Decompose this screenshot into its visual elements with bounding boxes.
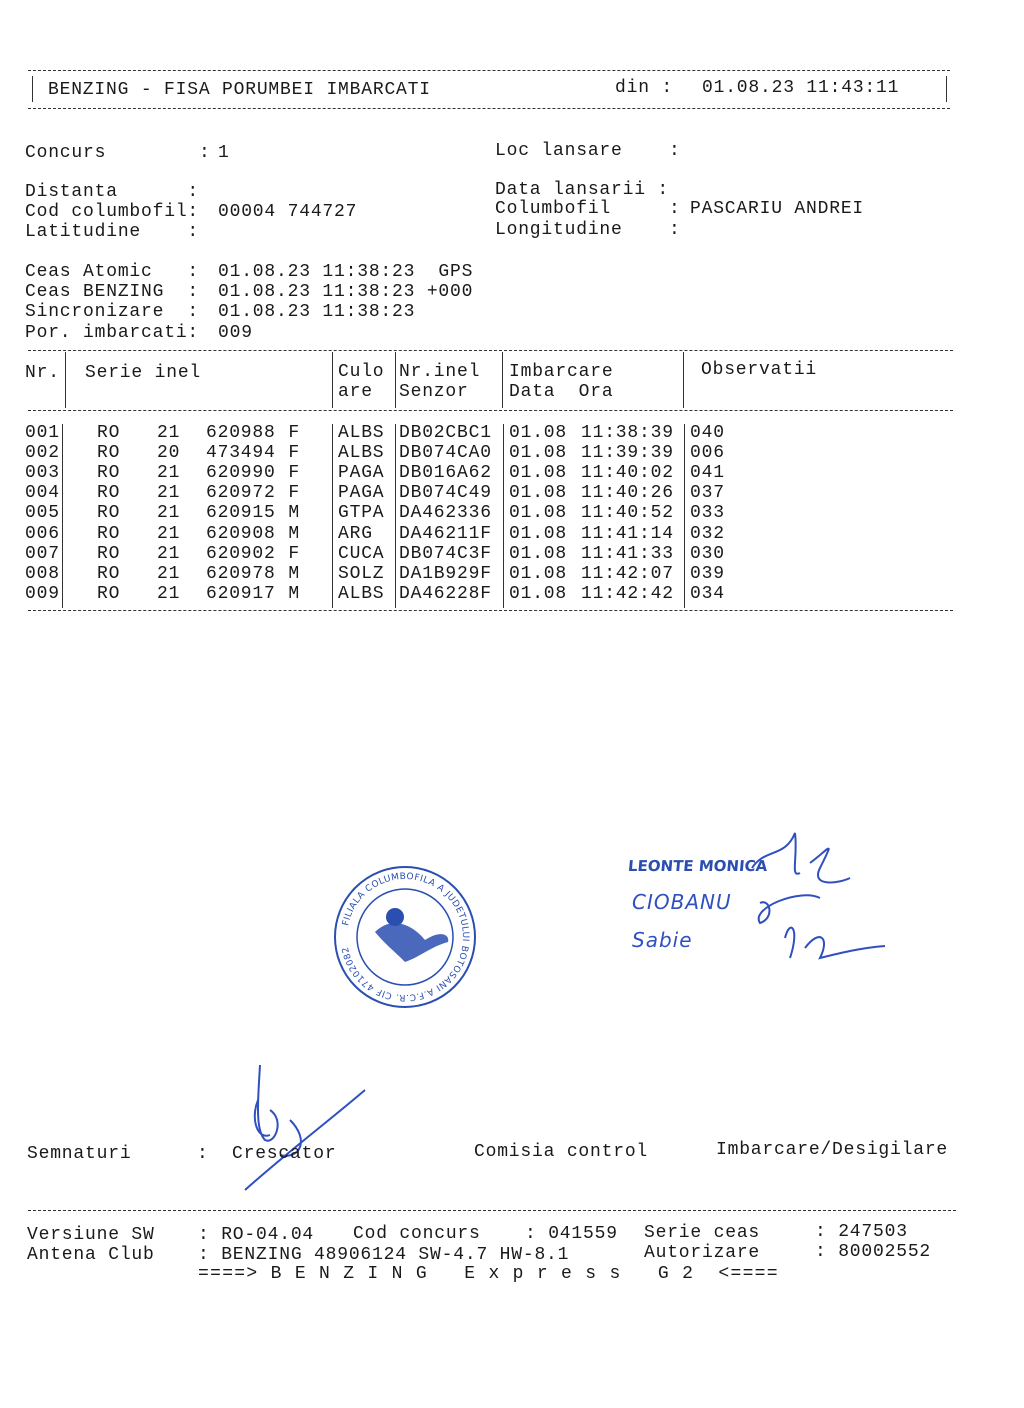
cell-color: ARG xyxy=(338,523,373,544)
cell-sex: M xyxy=(288,583,300,604)
cell-ring-number: 620978 xyxy=(206,563,276,584)
cod-value: 00004 744727 xyxy=(218,202,358,222)
signatures-colon: : xyxy=(197,1144,209,1164)
cell-ring-number: 620972 xyxy=(206,483,276,504)
columbofil-value: PASCARIU ANDREI xyxy=(690,199,865,219)
col-header-inel: Nr.inel xyxy=(399,362,481,382)
cell-date: 01.08 xyxy=(509,423,568,443)
cell-ring-number: 620902 xyxy=(206,543,276,564)
cell-nr: 006 xyxy=(25,523,60,544)
cell-sensor: DA46228F xyxy=(399,583,492,604)
cell-observatii: 040 xyxy=(690,423,725,443)
sincronizare-label: Sincronizare : xyxy=(25,302,200,322)
cell-sensor: DB074C3F xyxy=(399,543,492,564)
col-header-observatii: Observatii xyxy=(701,360,818,380)
cell-observatii: 041 xyxy=(690,463,725,484)
antena-value: : BENZING 48906124 SW-4.7 HW-8.1 xyxy=(198,1245,570,1265)
cell-country: RO xyxy=(97,543,121,564)
cell-color: ALBS xyxy=(338,423,385,443)
cell-country: RO xyxy=(97,523,121,544)
cell-nr: 009 xyxy=(25,583,60,604)
cell-nr: 008 xyxy=(25,563,60,584)
cell-ring-number: 620915 xyxy=(206,503,276,524)
cell-ring-number: 620917 xyxy=(206,583,276,604)
cell-sex: F xyxy=(288,443,300,464)
cell-sex: M xyxy=(288,503,300,524)
cell-time: 11:40:52 xyxy=(581,503,674,524)
cell-nr: 002 xyxy=(25,443,60,464)
cell-observatii: 006 xyxy=(690,443,725,464)
cell-sex: M xyxy=(288,563,300,584)
cell-observatii: 039 xyxy=(690,563,725,584)
col-header-serie: Serie inel xyxy=(85,363,202,383)
divider xyxy=(946,76,947,102)
cell-observatii: 032 xyxy=(690,523,725,544)
antena-label: Antena Club xyxy=(27,1245,155,1265)
cell-sensor: DB02CBC1 xyxy=(399,423,492,443)
imbarcare-desigilare-label: Imbarcare/Desigilare xyxy=(716,1140,949,1160)
din-label: din : xyxy=(615,78,674,98)
cell-year: 21 xyxy=(157,503,181,524)
cell-sensor: DB074C49 xyxy=(399,483,492,504)
autorizare-value: : 80002552 xyxy=(815,1242,932,1262)
cell-date: 01.08 xyxy=(509,563,568,584)
cell-sex: F xyxy=(288,483,300,504)
divider xyxy=(28,610,953,611)
cell-color: SOLZ xyxy=(338,563,385,584)
col-header-data-ora: Data Ora xyxy=(509,382,614,402)
concurs-label: Concurs : xyxy=(25,143,211,163)
ceas-atomic-value: 01.08.23 11:38:23 GPS xyxy=(218,262,474,282)
cell-nr: 004 xyxy=(25,483,60,504)
cell-sex: F xyxy=(288,543,300,564)
cell-date: 01.08 xyxy=(509,503,568,524)
commission-signatures xyxy=(740,828,890,978)
ceas-atomic-label: Ceas Atomic : xyxy=(25,262,200,282)
cell-color: CUCA xyxy=(338,543,385,564)
versiune-value: : RO-04.04 xyxy=(198,1225,315,1245)
cell-time: 11:40:02 xyxy=(581,463,674,484)
cell-sex: F xyxy=(288,463,300,484)
cell-sensor: DA1B929F xyxy=(399,563,492,584)
cell-color: PAGA xyxy=(338,483,385,504)
data-lansarii-label: Data lansarii : xyxy=(495,180,670,200)
cell-ring-number: 473494 xyxy=(206,443,276,464)
cell-ring-number: 620990 xyxy=(206,463,276,484)
cell-time: 11:42:42 xyxy=(581,583,674,604)
ceas-benzing-label: Ceas BENZING : xyxy=(25,282,200,302)
commission-handwritten-2: Sabie xyxy=(632,928,693,952)
cell-sex: M xyxy=(288,523,300,544)
divider xyxy=(28,350,953,351)
cell-country: RO xyxy=(97,483,121,504)
cell-nr: 003 xyxy=(25,463,60,484)
commission-handwritten-1: CIOBANU xyxy=(632,890,732,914)
cell-sensor: DB016A62 xyxy=(399,463,492,484)
cell-year: 21 xyxy=(157,483,181,504)
col-header-senzor: Senzor xyxy=(399,382,469,402)
cod-concurs-label: Cod concurs xyxy=(353,1224,481,1244)
divider xyxy=(28,410,953,411)
cell-time: 11:42:07 xyxy=(581,563,674,584)
cell-year: 21 xyxy=(157,463,181,484)
sincronizare-value: 01.08.23 11:38:23 xyxy=(218,302,416,322)
svg-text:FILIALA COLUMBOFILA A JUDETULU: FILIALA COLUMBOFILA A JUDETULUI BOTOSANI A.F.C.R. CIF 47102082 xyxy=(340,871,471,1003)
cell-observatii: 037 xyxy=(690,483,725,504)
ceas-benzing-value: 01.08.23 11:38:23 +000 xyxy=(218,282,474,302)
divider xyxy=(28,70,950,71)
autorizare-label: Autorizare xyxy=(644,1243,761,1263)
cell-year: 21 xyxy=(157,543,181,564)
cell-observatii: 033 xyxy=(690,503,725,524)
cell-country: RO xyxy=(97,503,121,524)
cell-country: RO xyxy=(97,443,121,464)
cell-year: 20 xyxy=(157,443,181,464)
concurs-value: 1 xyxy=(218,143,230,163)
cod-concurs-value: : 041559 xyxy=(525,1224,618,1244)
grower-signature xyxy=(230,1060,370,1200)
cell-observatii: 030 xyxy=(690,543,725,564)
cell-sex: F xyxy=(288,423,300,443)
divider xyxy=(32,76,33,102)
cell-time: 11:39:39 xyxy=(581,443,674,464)
cell-date: 01.08 xyxy=(509,523,568,544)
cell-date: 01.08 xyxy=(509,463,568,484)
cod-label: Cod columbofil: xyxy=(25,202,200,222)
long-label: Longitudine : xyxy=(495,220,681,240)
cell-sensor: DA462336 xyxy=(399,503,492,524)
cell-date: 01.08 xyxy=(509,543,568,564)
cell-country: RO xyxy=(97,563,121,584)
cell-date: 01.08 xyxy=(509,443,568,464)
cell-date: 01.08 xyxy=(509,583,568,604)
serie-ceas-label: Serie ceas xyxy=(644,1223,761,1243)
serie-ceas-value: : 247503 xyxy=(815,1222,908,1242)
divider xyxy=(28,108,950,109)
col-header-culoare: Culo xyxy=(338,362,385,382)
cell-time: 11:41:33 xyxy=(581,543,674,564)
col-header-nr: Nr. xyxy=(25,363,60,383)
club-stamp xyxy=(330,862,480,1012)
loc-label: Loc lansare : xyxy=(495,141,681,161)
columbofil-label: Columbofil : xyxy=(495,199,681,219)
col-header-culoare-2: are xyxy=(338,382,373,402)
cell-color: GTPA xyxy=(338,503,385,524)
signatures-label: Semnaturi xyxy=(27,1144,132,1164)
cell-time: 11:38:39 xyxy=(581,423,674,443)
cell-country: RO xyxy=(97,423,121,443)
distanta-label: Distanta : xyxy=(25,182,200,202)
cell-time: 11:41:14 xyxy=(581,523,674,544)
cell-color: ALBS xyxy=(338,583,385,604)
cell-time: 11:40:26 xyxy=(581,483,674,504)
cell-observatii: 034 xyxy=(690,583,725,604)
cell-ring-number: 620908 xyxy=(206,523,276,544)
print-datetime: 01.08.23 11:43:11 xyxy=(702,78,900,98)
cell-nr: 007 xyxy=(25,543,60,564)
col-header-imbarcare: Imbarcare xyxy=(509,362,614,382)
document-title: BENZING - FISA PORUMBEI IMBARCATI xyxy=(48,80,431,100)
cell-year: 21 xyxy=(157,583,181,604)
cell-nr: 001 xyxy=(25,423,60,443)
cell-sensor: DB074CA0 xyxy=(399,443,492,464)
benzing-banner: ====> B E N Z I N G E x p r e s s G 2 <==== xyxy=(198,1264,779,1284)
commission-name-stamp: LEONTE MONICA xyxy=(627,857,769,875)
crescator-label: Crescator xyxy=(232,1144,337,1164)
cell-year: 21 xyxy=(157,563,181,584)
cell-sensor: DA46211F xyxy=(399,523,492,544)
imbarcati-value: 009 xyxy=(218,323,253,343)
cell-color: PAGA xyxy=(338,463,385,484)
imbarcati-label: Por. imbarcati: xyxy=(25,323,200,343)
lat-label: Latitudine : xyxy=(25,222,200,242)
divider xyxy=(28,1210,956,1211)
cell-ring-number: 620988 xyxy=(206,423,276,443)
cell-country: RO xyxy=(97,463,121,484)
versiune-label: Versiune SW xyxy=(27,1225,155,1245)
comisia-label: Comisia control xyxy=(474,1142,649,1162)
cell-country: RO xyxy=(97,583,121,604)
cell-date: 01.08 xyxy=(509,483,568,504)
cell-nr: 005 xyxy=(25,503,60,524)
cell-year: 21 xyxy=(157,523,181,544)
cell-year: 21 xyxy=(157,423,181,443)
cell-color: ALBS xyxy=(338,443,385,464)
